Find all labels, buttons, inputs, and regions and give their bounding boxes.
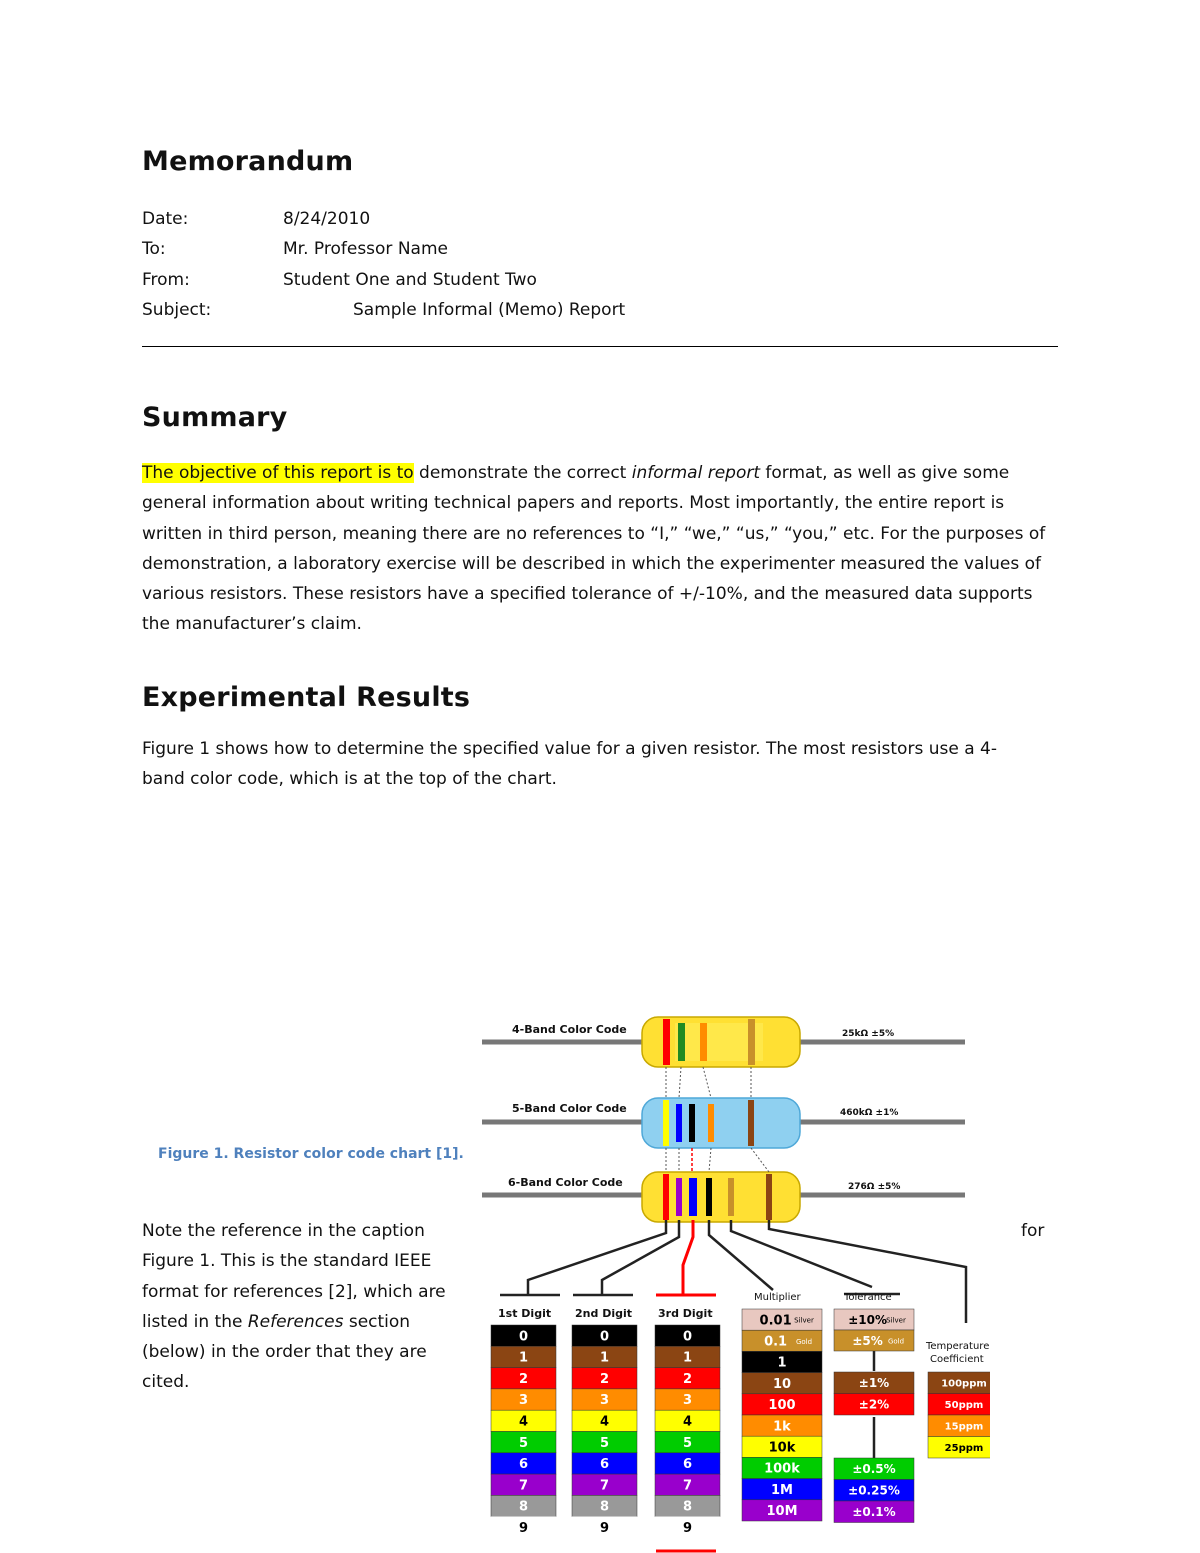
- svg-text:Gold: Gold: [887, 1337, 905, 1346]
- svg-text:1M: 1M: [771, 1482, 793, 1498]
- svg-text:±0.1%: ±0.1%: [852, 1505, 896, 1520]
- resistor-color-chart: [470, 1005, 990, 1553]
- results-paragraph: Figure 1 shows how to determine the specified value for a given resistor. The most resistors use a 4- band color code, which is at the top of the chart.: [142, 739, 997, 790]
- digit-cell-col1-2: [491, 1368, 556, 1389]
- svg-text:0.01: 0.01: [759, 1313, 792, 1329]
- date-label: Date:: [142, 209, 189, 229]
- to-label: To:: [142, 239, 166, 259]
- digit-cell-col2-0: [572, 1325, 637, 1346]
- note-paragraph: Note the reference in the caption Figure 1. This is the standard IEEE format for references [2], which are listed in the References section (below) in the order that they are cited.: [142, 1221, 446, 1393]
- digit-cell-col2-5: [572, 1432, 637, 1453]
- header-3rd-digit: 3rd Digit: [658, 1307, 713, 1320]
- header-temp-1: Temperature: [926, 1341, 990, 1352]
- svg-text:10: 10: [772, 1376, 792, 1392]
- digit-cell-col3-1: [655, 1346, 720, 1367]
- memo-title: Memorandum: [142, 146, 354, 177]
- digit-cell-col2-9: [572, 1517, 637, 1538]
- digit-cell-col1-3: [491, 1389, 556, 1410]
- tempco-cell-0: [928, 1372, 990, 1394]
- digit-cell-col1-6: [491, 1453, 556, 1474]
- svg-text:1: 1: [518, 1350, 529, 1366]
- value-4band: 25kΩ ±5%: [842, 1029, 895, 1039]
- tempco-cell-3: [928, 1437, 990, 1459]
- svg-text:1k: 1k: [773, 1419, 791, 1435]
- svg-text:7: 7: [518, 1478, 529, 1494]
- svg-text:3: 3: [518, 1393, 529, 1409]
- digit-cell-col3-4: [655, 1410, 720, 1431]
- svg-text:1: 1: [777, 1355, 787, 1371]
- tolerance-cell-bot-2: [834, 1501, 914, 1523]
- multiplier-cell-2: [742, 1351, 822, 1372]
- svg-text:3: 3: [599, 1393, 610, 1409]
- header-1st-digit: 1st Digit: [498, 1307, 552, 1320]
- svg-text:8: 8: [599, 1499, 610, 1515]
- svg-text:6: 6: [518, 1457, 529, 1473]
- svg-text:1: 1: [599, 1350, 610, 1366]
- svg-text:6: 6: [599, 1457, 610, 1473]
- figure-caption: Figure 1. Resistor color code chart [1].: [158, 1146, 464, 1162]
- svg-text:3: 3: [682, 1393, 693, 1409]
- multiplier-cell-9: [742, 1500, 822, 1521]
- digit-cell-col1-5: [491, 1432, 556, 1453]
- svg-text:10M: 10M: [766, 1504, 798, 1520]
- subject-label: Subject:: [142, 300, 212, 320]
- svg-text:100: 100: [768, 1398, 796, 1414]
- svg-text:7: 7: [682, 1478, 693, 1494]
- svg-text:Silver: Silver: [886, 1316, 906, 1325]
- svg-text:5: 5: [599, 1435, 610, 1451]
- tolerance-cell-top-0: [834, 1309, 914, 1330]
- svg-text:±10%: ±10%: [848, 1312, 887, 1327]
- svg-text:±0.5%: ±0.5%: [852, 1462, 896, 1477]
- svg-text:9: 9: [682, 1521, 693, 1537]
- value-6band: 276Ω ±5%: [848, 1182, 901, 1192]
- svg-text:2: 2: [599, 1371, 610, 1387]
- svg-text:5: 5: [518, 1435, 529, 1451]
- date-value: 8/24/2010: [283, 209, 371, 229]
- svg-text:0.1: 0.1: [764, 1334, 788, 1350]
- digit-cell-col2-6: [572, 1453, 637, 1474]
- digit-cell-col1-0: [491, 1325, 556, 1346]
- digit-cell-col2-1: [572, 1346, 637, 1367]
- svg-text:±1%: ±1%: [858, 1376, 890, 1391]
- svg-text:100k: 100k: [764, 1461, 800, 1477]
- label-6band: 6-Band Color Code: [508, 1176, 623, 1189]
- value-5band: 460kΩ ±1%: [840, 1108, 899, 1118]
- svg-text:Gold: Gold: [795, 1337, 813, 1346]
- svg-text:2: 2: [682, 1371, 693, 1387]
- tempco-cell-2: [928, 1415, 990, 1437]
- svg-text:±0.25%: ±0.25%: [848, 1483, 900, 1498]
- header-temp-2: Coefficient: [930, 1354, 984, 1365]
- digit-cell-col3-8: [655, 1495, 720, 1516]
- multiplier-cell-5: [742, 1415, 822, 1436]
- svg-text:25ppm: 25ppm: [944, 1442, 984, 1454]
- svg-text:8: 8: [518, 1499, 529, 1515]
- digit-cell-col3-9: [655, 1517, 720, 1538]
- svg-text:9: 9: [518, 1521, 529, 1537]
- multiplier-cell-1: [742, 1330, 822, 1351]
- multiplier-cell-7: [742, 1457, 822, 1478]
- label-4band: 4-Band Color Code: [512, 1023, 627, 1036]
- digit-cell-col2-7: [572, 1474, 637, 1495]
- tolerance-cell-mid-1: [834, 1394, 914, 1416]
- tolerance-cell-bot-0: [834, 1458, 914, 1480]
- note-for-word: for: [1021, 1221, 1045, 1241]
- digit-cell-col2-4: [572, 1410, 637, 1431]
- header-multiplier: Multiplier: [754, 1292, 801, 1303]
- svg-text:2: 2: [518, 1371, 529, 1387]
- subject-value: Sample Informal (Memo) Report: [353, 300, 626, 320]
- multiplier-cell-3: [742, 1373, 822, 1394]
- svg-text:5: 5: [682, 1435, 693, 1451]
- digit-cell-col3-0: [655, 1325, 720, 1346]
- svg-text:1: 1: [682, 1350, 693, 1366]
- digit-cell-col2-3: [572, 1389, 637, 1410]
- digit-cell-col3-3: [655, 1389, 720, 1410]
- digit-cell-col1-4: [491, 1410, 556, 1431]
- svg-text:6: 6: [682, 1457, 693, 1473]
- svg-text:0: 0: [518, 1329, 529, 1345]
- results-heading: Experimental Results: [142, 682, 471, 713]
- svg-text:4: 4: [682, 1414, 693, 1430]
- tempco-cell-1: [928, 1394, 990, 1416]
- leader-3rd-digit: [683, 1220, 693, 1295]
- tolerance-cell-top-1: [834, 1330, 914, 1351]
- svg-text:4: 4: [599, 1414, 610, 1430]
- resistor-5band: [642, 1098, 800, 1148]
- svg-text:Silver: Silver: [794, 1316, 814, 1325]
- multiplier-cell-0: [742, 1309, 822, 1330]
- svg-text:15ppm: 15ppm: [944, 1421, 984, 1433]
- svg-text:9: 9: [599, 1521, 610, 1537]
- digit-cell-col3-6: [655, 1453, 720, 1474]
- digit-cell-col1-9: [491, 1517, 556, 1538]
- header-tolerance: Tolerance: [844, 1292, 892, 1303]
- digit-cell-col1-1: [491, 1346, 556, 1367]
- svg-text:8: 8: [682, 1499, 693, 1515]
- from-value: Student One and Student Two: [283, 270, 537, 290]
- digit-cell-col2-8: [572, 1495, 637, 1516]
- svg-text:7: 7: [599, 1478, 610, 1494]
- svg-text:0: 0: [599, 1329, 610, 1345]
- svg-text:50ppm: 50ppm: [944, 1399, 984, 1411]
- svg-text:100ppm: 100ppm: [941, 1378, 987, 1390]
- tolerance-cell-bot-1: [834, 1480, 914, 1502]
- highlighted-text: The objective of this report is to: [142, 463, 414, 483]
- svg-text:±5%: ±5%: [852, 1333, 883, 1348]
- svg-text:10k: 10k: [768, 1440, 796, 1456]
- from-label: From:: [142, 270, 190, 290]
- digit-cell-col1-8: [491, 1495, 556, 1516]
- digit-cell-col3-7: [655, 1474, 720, 1495]
- summary-paragraph: The objective of this report is to demonstrate the correct informal report format, as well as give some general information about writing technical papers and reports. Most importantly, the entire report is written in third person, meaning there are no references to “I,” “we,” “us,” “you,” etc. For the purposes of demonstration, a laboratory exercise will be described in which the experimenter measured the values of various resistors. These resistors have a specified tolerance of +/-10%, and the measured data supports the manufacturer’s claim.: [142, 463, 1046, 635]
- resistor-4band: [642, 1017, 800, 1067]
- svg-text:±2%: ±2%: [858, 1397, 890, 1412]
- header-2nd-digit: 2nd Digit: [575, 1307, 632, 1320]
- resistor-6band: [642, 1172, 800, 1222]
- to-value: Mr. Professor Name: [283, 239, 448, 259]
- multiplier-cell-4: [742, 1394, 822, 1415]
- digit-cell-col1-7: [491, 1474, 556, 1495]
- summary-heading: Summary: [142, 402, 288, 433]
- tolerance-cell-mid-0: [834, 1372, 914, 1394]
- digit-cell-col2-2: [572, 1368, 637, 1389]
- multiplier-cell-8: [742, 1479, 822, 1500]
- svg-text:0: 0: [682, 1329, 693, 1345]
- digit-cell-col3-2: [655, 1368, 720, 1389]
- multiplier-cell-6: [742, 1436, 822, 1457]
- label-5band: 5-Band Color Code: [512, 1102, 627, 1115]
- header-divider: [142, 346, 1058, 347]
- svg-text:4: 4: [518, 1414, 529, 1430]
- digit-cell-col3-5: [655, 1432, 720, 1453]
